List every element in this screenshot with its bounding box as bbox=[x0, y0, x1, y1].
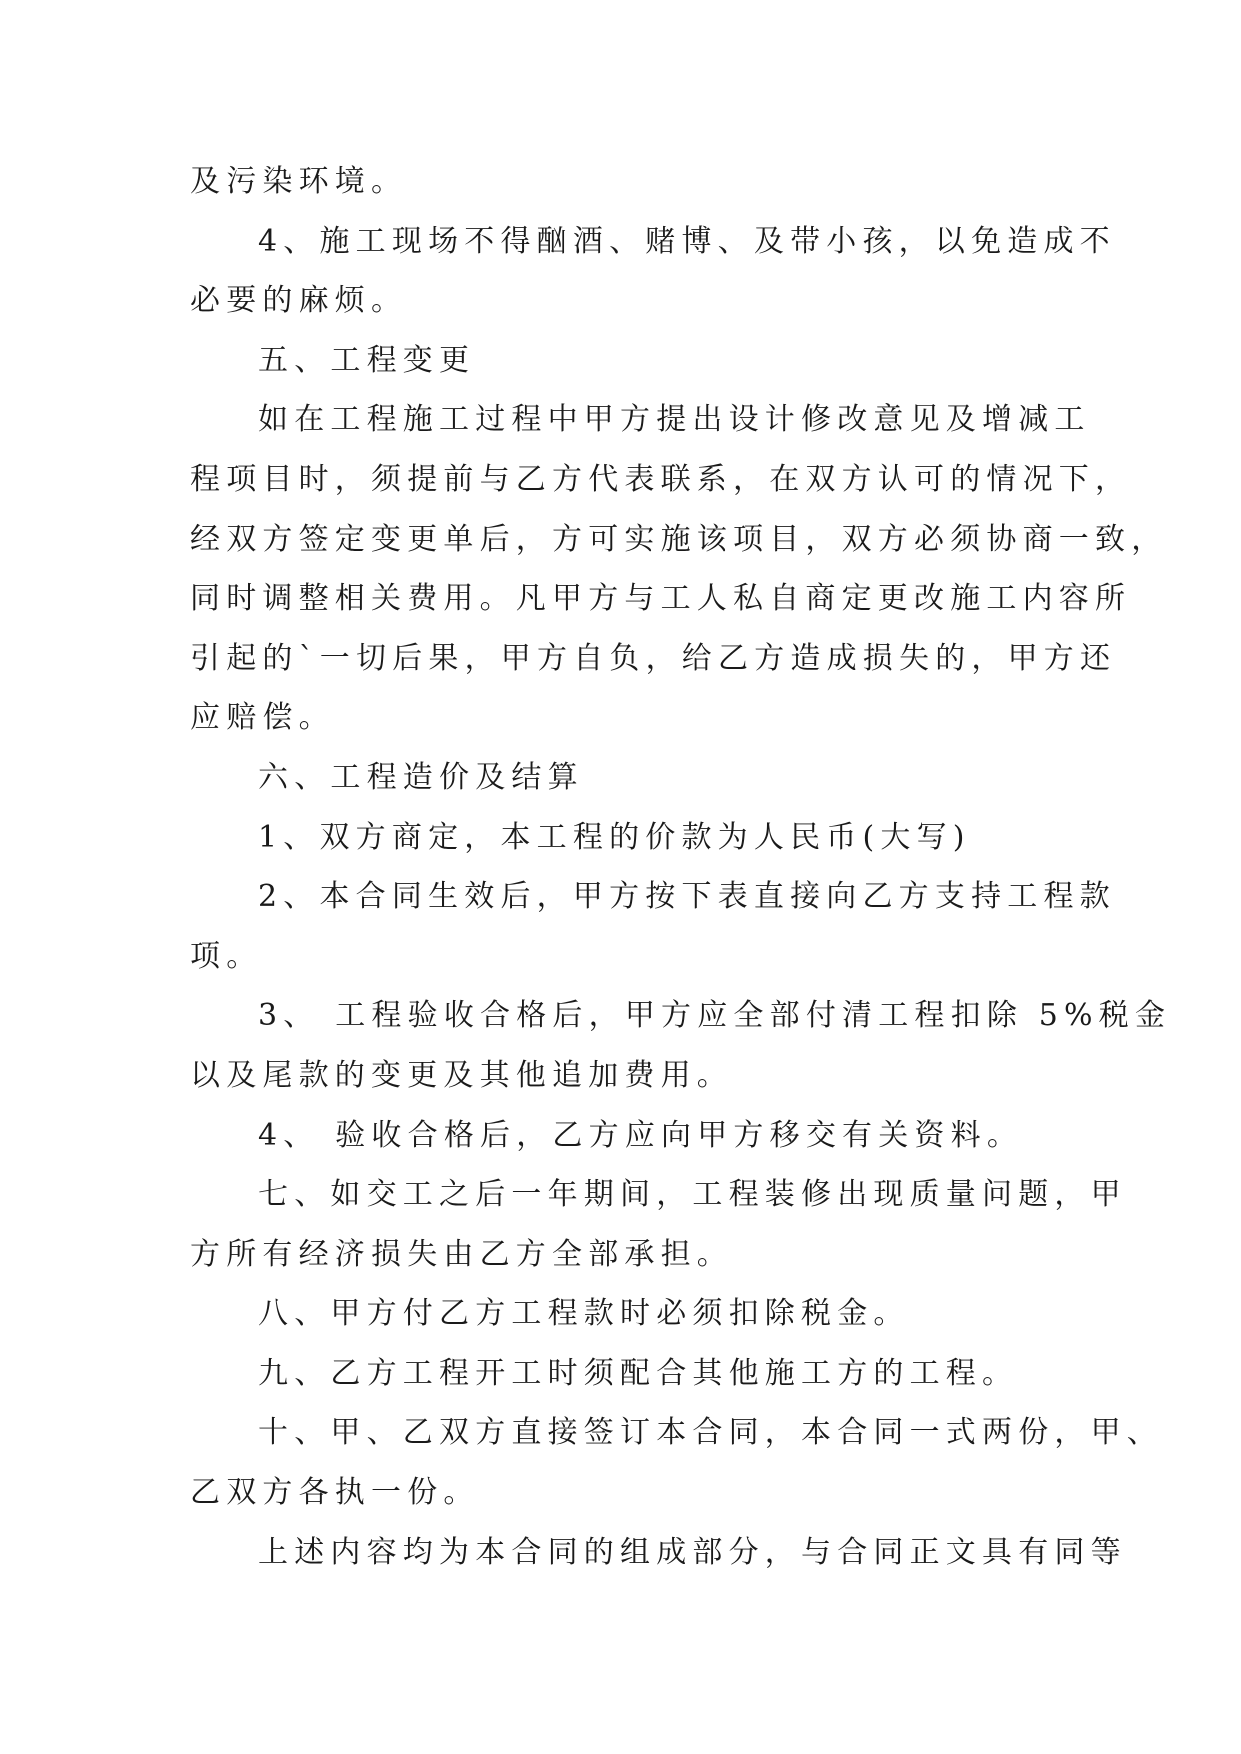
text-line: 九、乙方工程开工时须配合其他施工方的工程。 bbox=[258, 1355, 1019, 1391]
text-line: 应赔偿。 bbox=[190, 700, 335, 736]
text-line: 经双方签定变更单后，方可实施该项目，双方必须协商一致， bbox=[190, 521, 1168, 557]
text-line: 2、本合同生效后，甲方按下表直接向乙方支持工程款 bbox=[258, 879, 1116, 915]
text-line: 4、施工现场不得酗酒、赌博、及带小孩，以免造成不 bbox=[258, 223, 1116, 259]
text-line: 七、如交工之后一年期间，工程装修出现质量问题，甲 bbox=[258, 1177, 1127, 1213]
text-line: 乙双方各执一份。 bbox=[190, 1475, 480, 1511]
text-line: 3、 工程验收合格后，甲方应全部付清工程扣除 5%税金 bbox=[258, 998, 1172, 1034]
contract-text bbox=[190, 152, 1172, 1582]
text-line: 同时调整相关费用。凡甲方与工人私自商定更改施工内容所 bbox=[190, 581, 1132, 617]
text-line: 4、 验收合格后，乙方应向甲方移交有关资料。 bbox=[258, 1117, 1024, 1153]
text-line: 八、甲方付乙方工程款时必须扣除税金。 bbox=[258, 1296, 910, 1332]
text-line: 1、双方商定，本工程的价款为人民币(大写) bbox=[258, 819, 971, 855]
section-heading: 五、工程变更 bbox=[258, 342, 476, 378]
text-line: 及污染环境。 bbox=[190, 164, 408, 199]
section-heading: 六、工程造价及结算 bbox=[258, 759, 584, 795]
text-line: 上述内容均为本合同的组成部分，与合同正文具有同等 bbox=[258, 1534, 1127, 1570]
text-line: 引起的`一切后果，甲方自负，给乙方造成损失的，甲方还 bbox=[190, 640, 1117, 676]
text-line: 方所有经济损失由乙方全部承担。 bbox=[190, 1236, 733, 1272]
text-line: 以及尾款的变更及其他追加费用。 bbox=[190, 1057, 733, 1093]
text-line: 十、甲、乙双方直接签订本合同，本合同一式两份，甲、 bbox=[258, 1415, 1163, 1451]
text-line: 如在工程施工过程中甲方提出设计修改意见及增减工 bbox=[258, 402, 1091, 438]
text-line: 项。 bbox=[190, 938, 263, 974]
text-line: 程项目时，须提前与乙方代表联系，在双方认可的情况下， bbox=[190, 461, 1132, 497]
text-line: 必要的麻烦。 bbox=[190, 283, 408, 319]
